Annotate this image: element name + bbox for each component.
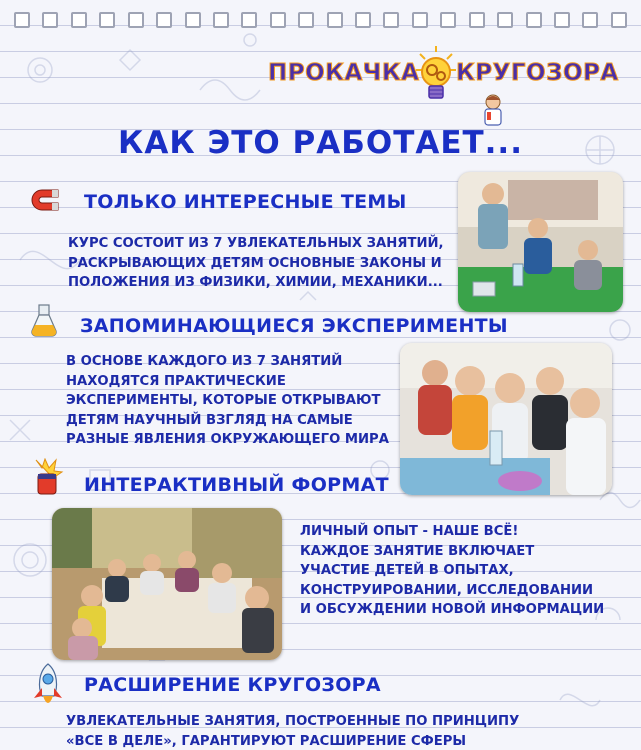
binding-hole bbox=[213, 12, 229, 28]
text-line: ЛИЧНЫЙ ОПЫТ - НАШЕ ВСЁ! bbox=[300, 524, 519, 539]
binding-hole bbox=[42, 12, 58, 28]
brand-logo bbox=[258, 44, 630, 114]
text-line: КОНСТРУИРОВАНИИ, ИССЛЕДОВАНИИ bbox=[300, 582, 594, 598]
section-text-experiments bbox=[66, 352, 389, 450]
binding-hole bbox=[185, 12, 201, 28]
text-line: ЭКСПЕРИМЕНТЫ, КОТОРЫЕ ОТКРЫВАЮТ bbox=[66, 393, 381, 409]
binding-hole bbox=[99, 12, 115, 28]
binding-hole bbox=[383, 12, 399, 28]
logo-text-left: ПРОКАЧКА bbox=[268, 60, 420, 86]
magnet-icon bbox=[28, 186, 62, 216]
text-line: «ВСЕ В ДЕЛЕ», ГАРАНТИРУЮТ РАСШИРЕНИЕ СФЕРЫ bbox=[66, 733, 467, 749]
binding-hole bbox=[270, 12, 286, 28]
binding-hole bbox=[611, 12, 627, 28]
photo-children-experiment-table bbox=[458, 172, 623, 312]
binding-hole bbox=[440, 12, 456, 28]
binding-hole bbox=[241, 12, 257, 28]
notebook-binding bbox=[14, 12, 627, 30]
binding-hole bbox=[582, 12, 598, 28]
binding-hole bbox=[298, 12, 314, 28]
binding-hole bbox=[327, 12, 343, 28]
section-title-horizons: РАСШИРЕНИЕ КРУГОЗОРА bbox=[84, 674, 381, 696]
photo-children-at-table bbox=[52, 508, 282, 660]
text-line: КАЖДОЕ ЗАНЯТИЕ ВКЛЮЧАЕТ bbox=[300, 543, 535, 559]
text-line: КУРС СОСТОИТ ИЗ 7 УВЛЕКАТЕЛЬНЫХ ЗАНЯТИЙ, bbox=[68, 236, 444, 251]
binding-hole bbox=[71, 12, 87, 28]
flask-icon bbox=[30, 303, 58, 337]
lightbulb-gears-icon bbox=[416, 46, 456, 106]
binding-hole bbox=[156, 12, 172, 28]
section-text-topics bbox=[68, 234, 444, 293]
section-title-experiments: ЗАПОМИНАЮЩИЕСЯ ЭКСПЕРИМЕНТЫ bbox=[80, 315, 508, 337]
text-line: УЧАСТИЕ ДЕТЕЙ В ОПЫТАХ, bbox=[300, 563, 514, 579]
binding-hole bbox=[469, 12, 485, 28]
section-text-horizons bbox=[66, 712, 519, 750]
binding-hole bbox=[14, 12, 30, 28]
page-title: КАК ЭТО РАБОТАЕТ... bbox=[118, 125, 523, 161]
text-line: РАЗНЫЕ ЯВЛЕНИЯ ОКРУЖАЮЩЕГО МИРА bbox=[66, 432, 389, 448]
section-title-topics: ТОЛЬКО ИНТЕРЕСНЫЕ ТЕМЫ bbox=[84, 191, 407, 213]
text-line: НАХОДЯТСЯ ПРАКТИЧЕСКИЕ bbox=[66, 373, 286, 389]
binding-hole bbox=[355, 12, 371, 28]
section-title-interactive: ИНТЕРАКТИВНЫЙ ФОРМАТ bbox=[84, 474, 389, 496]
text-line: В ОСНОВЕ КАЖДОГО ИЗ 7 ЗАНЯТИЙ bbox=[66, 354, 343, 369]
binding-hole bbox=[128, 12, 144, 28]
text-line: РАСКРЫВАЮЩИХ ДЕТЯМ ОСНОВНЫЕ ЗАКОНЫ И bbox=[68, 255, 442, 271]
binding-hole bbox=[497, 12, 513, 28]
photo-children-watching-experiment bbox=[400, 343, 612, 495]
text-line: УВЛЕКАТЕЛЬНЫЕ ЗАНЯТИЯ, ПОСТРОЕННЫЕ ПО ПРИНЦИПУ bbox=[66, 714, 520, 729]
binding-hole bbox=[554, 12, 570, 28]
exploding-beaker-icon bbox=[30, 458, 64, 496]
binding-hole bbox=[412, 12, 428, 28]
text-line: ДЕТЯМ НАУЧНЫЙ ВЗГЛЯД НА САМЫЕ bbox=[66, 412, 353, 428]
rocket-icon bbox=[30, 662, 66, 710]
binding-hole bbox=[526, 12, 542, 28]
logo-text-right: КРУГОЗОРА bbox=[456, 60, 619, 86]
text-line: И ОБСУЖДЕНИИ НОВОЙ ИНФОРМАЦИИ bbox=[300, 602, 605, 618]
section-text-interactive bbox=[300, 522, 604, 620]
text-line: ПОЛОЖЕНИЯ ИЗ ФИЗИКИ, ХИМИИ, МЕХАНИКИ... bbox=[68, 275, 443, 291]
